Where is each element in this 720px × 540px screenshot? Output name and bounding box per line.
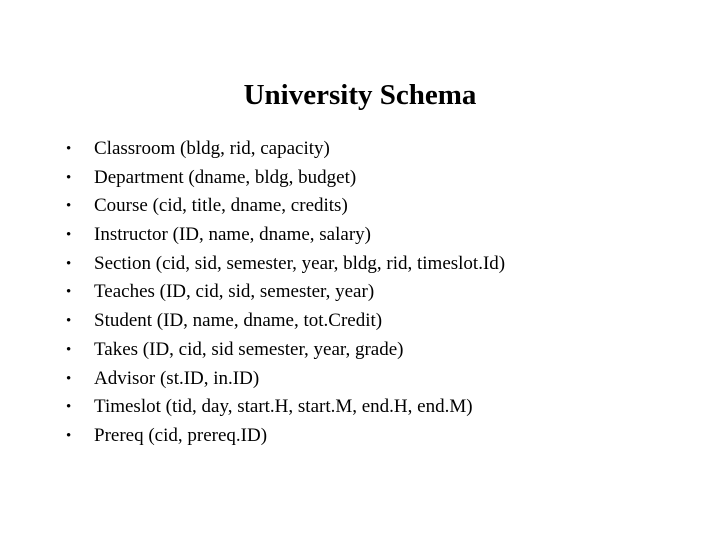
bullet-icon: • xyxy=(66,198,72,215)
slide-title-text: University Schema xyxy=(243,79,477,111)
bullet-icon: • xyxy=(66,141,72,157)
list-item xyxy=(66,278,686,307)
list-item xyxy=(66,192,686,221)
list-item xyxy=(66,393,686,422)
list-item xyxy=(66,365,686,394)
list-item xyxy=(66,250,686,279)
list-item xyxy=(66,221,686,250)
bullet-icon: • xyxy=(66,313,72,330)
bullet-icon: • xyxy=(66,341,72,358)
bullet-icon: • xyxy=(66,427,72,444)
list-item-text: Classroom (bldg, rid, capacity) xyxy=(94,138,330,159)
list-item-text: Student (ID, name, dname, tot.Credit) xyxy=(94,310,383,332)
bullet-icon: • xyxy=(66,227,72,244)
schema-bullet-list xyxy=(66,135,686,451)
list-item-text: Course (cid, title, dname, credits) xyxy=(94,195,348,217)
list-item xyxy=(66,135,686,164)
list-item-text: Advisor (st.ID, in.ID) xyxy=(94,367,260,389)
bullet-icon: • xyxy=(66,370,72,387)
bullet-icon: • xyxy=(66,399,72,416)
list-item-text: Takes (ID, cid, sid semester, year, grade) xyxy=(94,338,404,360)
list-item-text: Instructor (ID, name, dname, salary) xyxy=(94,224,371,246)
bullet-icon: • xyxy=(66,255,72,272)
list-item xyxy=(66,307,686,336)
bullet-icon: • xyxy=(66,169,72,186)
list-item-text: Timeslot (tid, day, start.H, start.M, end.H, end.M) xyxy=(94,396,473,418)
slide-title xyxy=(0,77,720,113)
list-item xyxy=(66,422,686,451)
list-item xyxy=(66,336,686,365)
bullet-icon: • xyxy=(66,284,72,301)
list-item-text: Section (cid, sid, semester, year, bldg, rid, timeslot.Id) xyxy=(94,252,506,274)
list-item xyxy=(66,164,686,193)
list-item-text: Prereq (cid, prereq.ID) xyxy=(94,424,268,446)
list-item-text: Teaches (ID, cid, sid, semester, year) xyxy=(94,281,375,303)
list-item-text: Department (dname, bldg, budget) xyxy=(94,166,357,188)
